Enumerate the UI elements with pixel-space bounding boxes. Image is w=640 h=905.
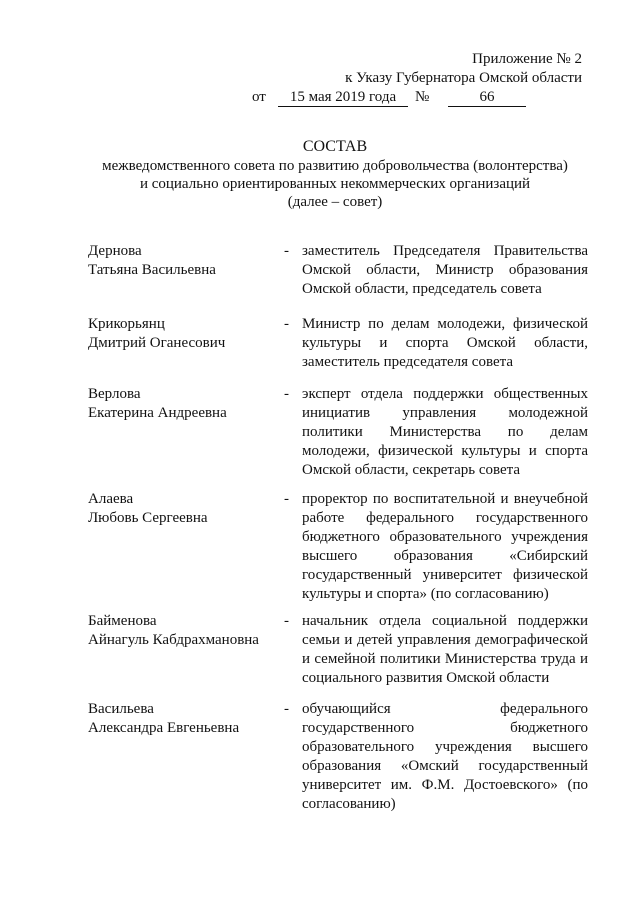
- member-dash: -: [284, 613, 289, 629]
- member-role: заместитель Председателя Правительства Омской области, Министр образования Омской области, председатель совета: [302, 243, 588, 297]
- member-role: Министр по делам молодежи, физической культуры и спорта Омской области, заместитель председателя совета: [302, 316, 588, 370]
- member-role: начальник отдела социальной поддержки семьи и детей управления демографической и семейной политики Министерства труда и социального развития Омской области: [302, 613, 588, 686]
- member-dash: -: [284, 243, 289, 259]
- member-dash: -: [284, 491, 289, 507]
- member-surname: Васильева: [88, 701, 154, 717]
- member-name: [88, 490, 278, 528]
- appendix-header: [252, 50, 582, 108]
- member-surname: Верлова: [88, 386, 141, 402]
- number-label: №: [415, 89, 430, 105]
- member-surname: Дернова: [88, 243, 142, 259]
- member-given-names: Дмитрий Оганесович: [88, 335, 226, 351]
- decree-reference: к Указу Губернатора Омской области: [345, 70, 582, 86]
- member-given-names: Татьяна Васильевна: [88, 262, 216, 278]
- member-dash: -: [284, 386, 289, 402]
- member-dash: -: [284, 316, 289, 332]
- title-line-2: и социально ориентированных некоммерческих организаций: [139, 176, 531, 192]
- title-heading: СОСТАВ: [302, 138, 368, 155]
- member-given-names: Любовь Сергеевна: [88, 510, 208, 526]
- member-given-names: Александра Евгеньевна: [88, 720, 240, 736]
- member-surname: Алаева: [88, 491, 134, 507]
- decree-date: 15 мая 2019 года: [278, 88, 408, 107]
- appendix-number: Приложение № 2: [472, 51, 582, 67]
- from-label: от: [252, 89, 266, 105]
- member-given-names: Айнагуль Кабдрахмановна: [88, 632, 259, 648]
- title-line-1: межведомственного совета по развитию добровольчества (волонтерства): [102, 158, 568, 174]
- member-role: эксперт отдела поддержки общественных инициатив управления молодежной политики Министерства по делам молодежи, физической культуры и спорта Омской области, секретарь совета: [302, 386, 588, 478]
- member-name: [88, 700, 278, 738]
- decree-number: 66: [448, 88, 526, 107]
- member-name: [88, 315, 278, 353]
- member-dash: -: [284, 701, 289, 717]
- member-name: [88, 242, 278, 280]
- title-line-3: (далее – совет): [287, 194, 383, 210]
- member-name: [88, 385, 278, 423]
- decree-date-line: [252, 88, 582, 108]
- member-surname: Крикорьянц: [88, 316, 165, 332]
- document-title: [60, 138, 610, 211]
- member-name: [88, 612, 278, 650]
- member-given-names: Екатерина Андреевна: [88, 405, 227, 421]
- member-surname: Байменова: [88, 613, 157, 629]
- member-role: обучающийся федерального государственного бюджетного образовательного учреждения высшего образования «Омский государственный университет им. Ф.М. Достоевского» (по согласованию): [302, 701, 588, 812]
- member-role: проректор по воспитательной и внеучебной работе федерального государственного бюджетного образовательного учреждения высшего образования «Сибирский государственный университет физической культуры и спорта» (по согласованию): [302, 491, 588, 602]
